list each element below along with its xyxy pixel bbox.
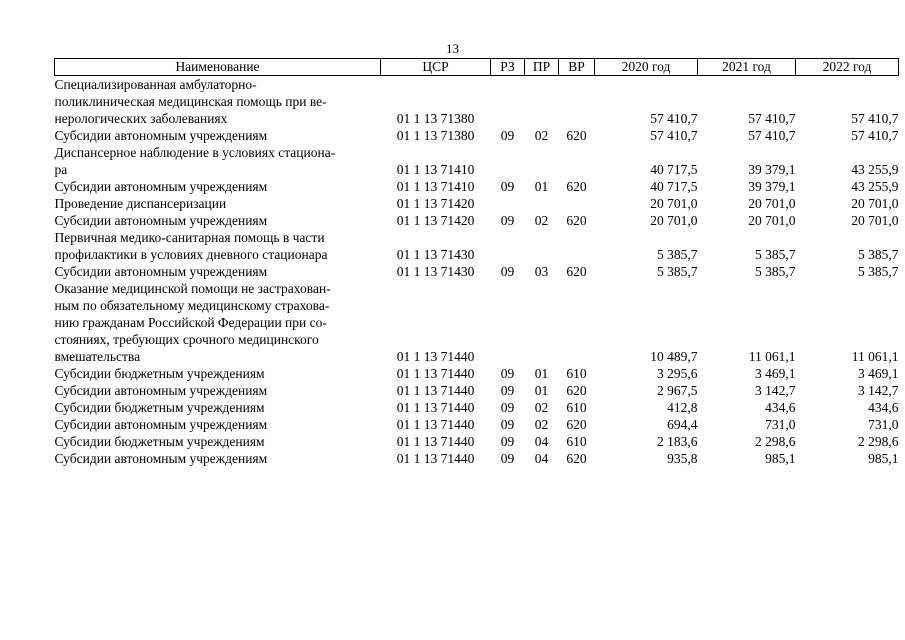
- cell-pr: 04: [534, 434, 549, 449]
- table-row: [55, 127, 899, 144]
- cell-name: Субсидии автономным учреждениям: [54, 179, 268, 194]
- table-header-row: [55, 59, 899, 76]
- cell-rz: [491, 161, 525, 178]
- cell-vr: [559, 229, 595, 246]
- cell-vr: [559, 280, 595, 297]
- cell-rz: [491, 110, 525, 127]
- cell-2022: 43 255,9: [851, 162, 899, 177]
- header-rz: РЗ: [491, 59, 525, 76]
- cell-pr: 02: [534, 417, 549, 432]
- table-row: [55, 93, 899, 110]
- cell-name: стояниях, требующих срочного медицинского: [54, 332, 319, 347]
- table-row: [55, 212, 899, 229]
- cell-pr: 01: [534, 383, 549, 398]
- cell-csr: 01 1 13 71440: [396, 349, 475, 364]
- cell-rz: [491, 297, 525, 314]
- cell-name: поликлиническая медицинская помощь при ве-: [54, 94, 327, 109]
- cell-vr: 610: [566, 434, 587, 449]
- cell-2020: [595, 331, 698, 348]
- cell-2020: [595, 144, 698, 161]
- cell-csr: [381, 297, 491, 314]
- table-row: [55, 229, 899, 246]
- table-row: [55, 110, 899, 127]
- cell-csr: 01 1 13 71420: [396, 213, 475, 228]
- cell-name: ным по обязательному медицинскому страхова-: [54, 298, 330, 313]
- cell-2021: 39 379,1: [748, 162, 796, 177]
- cell-2022: [796, 76, 899, 94]
- cell-2020: 40 717,5: [650, 179, 698, 194]
- cell-rz: 09: [500, 366, 515, 381]
- cell-pr: 03: [534, 264, 549, 279]
- cell-vr: 620: [566, 417, 587, 432]
- table-row: [55, 365, 899, 382]
- cell-csr: 01 1 13 71440: [396, 366, 475, 381]
- table-row: [55, 297, 899, 314]
- cell-vr: [559, 348, 595, 365]
- cell-2021: 5 385,7: [755, 247, 796, 262]
- cell-2021: [698, 144, 796, 161]
- cell-vr: [559, 195, 595, 212]
- cell-2022: 57 410,7: [851, 111, 899, 126]
- cell-vr: 620: [566, 264, 587, 279]
- cell-pr: 01: [534, 179, 549, 194]
- cell-vr: [559, 297, 595, 314]
- cell-name: Субсидии автономным учреждениям: [54, 417, 268, 432]
- cell-rz: 09: [500, 213, 515, 228]
- cell-2020: [595, 280, 698, 297]
- cell-pr: 02: [534, 400, 549, 415]
- cell-rz: [491, 144, 525, 161]
- table-row: [55, 178, 899, 195]
- cell-2022: [796, 144, 899, 161]
- table-row: [55, 348, 899, 365]
- cell-pr: [525, 76, 559, 94]
- header-csr: ЦСР: [381, 59, 491, 76]
- cell-name: профилактики в условиях дневного стационара: [54, 247, 328, 262]
- cell-pr: [525, 331, 559, 348]
- cell-name: Субсидии автономным учреждениям: [54, 383, 268, 398]
- cell-2020: [595, 229, 698, 246]
- cell-name: Субсидии бюджетным учреждениям: [54, 400, 265, 415]
- cell-vr: [559, 76, 595, 94]
- cell-2021: [698, 76, 796, 94]
- cell-csr: [381, 144, 491, 161]
- cell-rz: 09: [500, 179, 515, 194]
- header-name: Наименование: [55, 59, 381, 76]
- cell-pr: [525, 280, 559, 297]
- cell-vr: 620: [566, 179, 587, 194]
- cell-2022: [796, 331, 899, 348]
- cell-2021: 20 701,0: [748, 196, 796, 211]
- cell-rz: [491, 195, 525, 212]
- cell-2020: 694,4: [667, 417, 698, 432]
- table-row: [55, 450, 899, 467]
- budget-table: [54, 58, 899, 467]
- cell-csr: [381, 314, 491, 331]
- cell-rz: 09: [500, 128, 515, 143]
- cell-pr: [525, 314, 559, 331]
- table-row: [55, 433, 899, 450]
- cell-2021: 2 298,6: [755, 434, 796, 449]
- cell-2021: 5 385,7: [755, 264, 796, 279]
- cell-name: Субсидии бюджетным учреждениям: [54, 366, 265, 381]
- cell-2020: 2 967,5: [657, 383, 698, 398]
- cell-csr: 01 1 13 71430: [396, 247, 475, 262]
- table-row: [55, 399, 899, 416]
- cell-2021: [698, 331, 796, 348]
- cell-2020: 2 183,6: [657, 434, 698, 449]
- cell-2022: 11 061,1: [851, 349, 899, 364]
- header-2022: 2022 год: [796, 59, 899, 76]
- cell-vr: [559, 93, 595, 110]
- table-row: [55, 195, 899, 212]
- table-row: [55, 382, 899, 399]
- cell-2022: [796, 314, 899, 331]
- cell-2021: [698, 229, 796, 246]
- cell-2022: [796, 229, 899, 246]
- cell-2022: 5 385,7: [858, 264, 899, 279]
- cell-name: ра: [54, 162, 68, 177]
- cell-csr: 01 1 13 71430: [396, 264, 475, 279]
- cell-rz: [491, 229, 525, 246]
- cell-vr: 610: [566, 366, 587, 381]
- cell-rz: [491, 314, 525, 331]
- cell-name: Оказание медицинской помощи не застрахован-: [54, 281, 331, 296]
- cell-vr: [559, 246, 595, 263]
- cell-rz: [491, 348, 525, 365]
- cell-2021: [698, 280, 796, 297]
- cell-pr: [525, 93, 559, 110]
- cell-name: Проведение диспансеризации: [54, 196, 227, 211]
- cell-csr: 01 1 13 71440: [396, 383, 475, 398]
- cell-pr: [525, 229, 559, 246]
- cell-2022: 5 385,7: [858, 247, 899, 262]
- cell-pr: [525, 110, 559, 127]
- cell-rz: 09: [500, 451, 515, 466]
- cell-pr: 04: [534, 451, 549, 466]
- cell-vr: [559, 144, 595, 161]
- table-row: [55, 161, 899, 178]
- cell-csr: 01 1 13 71440: [396, 400, 475, 415]
- cell-vr: 620: [566, 451, 587, 466]
- cell-2022: [796, 297, 899, 314]
- cell-pr: 02: [534, 213, 549, 228]
- cell-vr: 610: [566, 400, 587, 415]
- cell-csr: 01 1 13 71440: [396, 451, 475, 466]
- cell-vr: [559, 161, 595, 178]
- cell-rz: [491, 93, 525, 110]
- cell-rz: [491, 331, 525, 348]
- cell-2021: 731,0: [765, 417, 796, 432]
- cell-2022: [796, 93, 899, 110]
- cell-2020: 57 410,7: [650, 128, 698, 143]
- cell-name: нерологических заболеваниях: [54, 111, 228, 126]
- cell-csr: 01 1 13 71380: [396, 128, 475, 143]
- cell-2020: [595, 76, 698, 94]
- cell-name: Специализированная амбулаторно-: [54, 77, 257, 92]
- table-row: [55, 314, 899, 331]
- header-vr: ВР: [559, 59, 595, 76]
- cell-csr: [381, 280, 491, 297]
- cell-2020: 935,8: [667, 451, 698, 466]
- cell-csr: [381, 229, 491, 246]
- cell-vr: [559, 314, 595, 331]
- cell-csr: 01 1 13 71410: [396, 162, 475, 177]
- cell-vr: 620: [566, 128, 587, 143]
- cell-2021: 3 142,7: [755, 383, 796, 398]
- cell-pr: [525, 297, 559, 314]
- cell-2021: 11 061,1: [748, 349, 796, 364]
- cell-pr: [525, 348, 559, 365]
- cell-2021: [698, 297, 796, 314]
- cell-2020: [595, 314, 698, 331]
- cell-2020: 57 410,7: [650, 111, 698, 126]
- cell-2021: [698, 93, 796, 110]
- cell-2021: 57 410,7: [748, 128, 796, 143]
- cell-name: Субсидии автономным учреждениям: [54, 264, 268, 279]
- cell-2020: 5 385,7: [657, 247, 698, 262]
- cell-csr: 01 1 13 71420: [396, 196, 475, 211]
- cell-rz: 09: [500, 383, 515, 398]
- cell-2021: [698, 314, 796, 331]
- table-row: [55, 280, 899, 297]
- cell-2021: 3 469,1: [755, 366, 796, 381]
- cell-2022: 57 410,7: [851, 128, 899, 143]
- header-pr: ПР: [525, 59, 559, 76]
- cell-2020: 10 489,7: [650, 349, 698, 364]
- cell-pr: [525, 144, 559, 161]
- cell-2022: 43 255,9: [851, 179, 899, 194]
- cell-name: Субсидии автономным учреждениям: [54, 213, 268, 228]
- cell-csr: 01 1 13 71410: [396, 179, 475, 194]
- cell-name: Диспансерное наблюдение в условиях стациона-: [54, 145, 336, 160]
- cell-name: вмешательства: [54, 349, 141, 364]
- cell-2020: [595, 93, 698, 110]
- cell-csr: [381, 76, 491, 94]
- table-row: [55, 76, 899, 94]
- cell-pr: [525, 161, 559, 178]
- table-row: [55, 331, 899, 348]
- cell-pr: [525, 195, 559, 212]
- cell-2020: 5 385,7: [657, 264, 698, 279]
- cell-vr: 620: [566, 383, 587, 398]
- table-row: [55, 416, 899, 433]
- cell-2021: 434,6: [765, 400, 796, 415]
- cell-rz: 09: [500, 434, 515, 449]
- table-row: [55, 246, 899, 263]
- cell-2022: 731,0: [868, 417, 899, 432]
- cell-2020: 3 295,6: [657, 366, 698, 381]
- cell-csr: [381, 331, 491, 348]
- cell-2022: 985,1: [868, 451, 899, 466]
- cell-rz: [491, 246, 525, 263]
- cell-vr: [559, 110, 595, 127]
- cell-rz: [491, 280, 525, 297]
- cell-rz: 09: [500, 417, 515, 432]
- cell-2021: 57 410,7: [748, 111, 796, 126]
- cell-csr: 01 1 13 71380: [396, 111, 475, 126]
- page-number: 13: [446, 41, 459, 56]
- cell-pr: [525, 246, 559, 263]
- cell-2020: 412,8: [667, 400, 698, 415]
- cell-2022: 20 701,0: [851, 213, 899, 228]
- cell-vr: [559, 331, 595, 348]
- cell-2020: 40 717,5: [650, 162, 698, 177]
- cell-2020: [595, 297, 698, 314]
- cell-name: Субсидии автономным учреждениям: [54, 451, 268, 466]
- cell-vr: 620: [566, 213, 587, 228]
- cell-2022: 3 469,1: [858, 366, 899, 381]
- cell-2021: 985,1: [765, 451, 796, 466]
- cell-rz: 09: [500, 264, 515, 279]
- table-body: [55, 76, 899, 468]
- cell-2022: 3 142,7: [858, 383, 899, 398]
- cell-pr: 01: [534, 366, 549, 381]
- cell-csr: [381, 93, 491, 110]
- cell-name: нию гражданам Российской Федерации при со-: [54, 315, 327, 330]
- cell-name: Субсидии бюджетным учреждениям: [54, 434, 265, 449]
- cell-pr: 02: [534, 128, 549, 143]
- cell-csr: 01 1 13 71440: [396, 417, 475, 432]
- cell-2020: 20 701,0: [650, 213, 698, 228]
- header-2020: 2020 год: [595, 59, 698, 76]
- cell-2022: 2 298,6: [858, 434, 899, 449]
- cell-2022: 20 701,0: [851, 196, 899, 211]
- cell-name: Субсидии автономным учреждениям: [54, 128, 268, 143]
- cell-2021: 39 379,1: [748, 179, 796, 194]
- table-row: [55, 144, 899, 161]
- header-2021: 2021 год: [698, 59, 796, 76]
- cell-2020: 20 701,0: [650, 196, 698, 211]
- cell-2021: 20 701,0: [748, 213, 796, 228]
- cell-2022: 434,6: [868, 400, 899, 415]
- cell-rz: 09: [500, 400, 515, 415]
- cell-csr: 01 1 13 71440: [396, 434, 475, 449]
- cell-2022: [796, 280, 899, 297]
- table-row: [55, 263, 899, 280]
- cell-name: Первичная медико-санитарная помощь в части: [54, 230, 325, 245]
- cell-rz: [491, 76, 525, 94]
